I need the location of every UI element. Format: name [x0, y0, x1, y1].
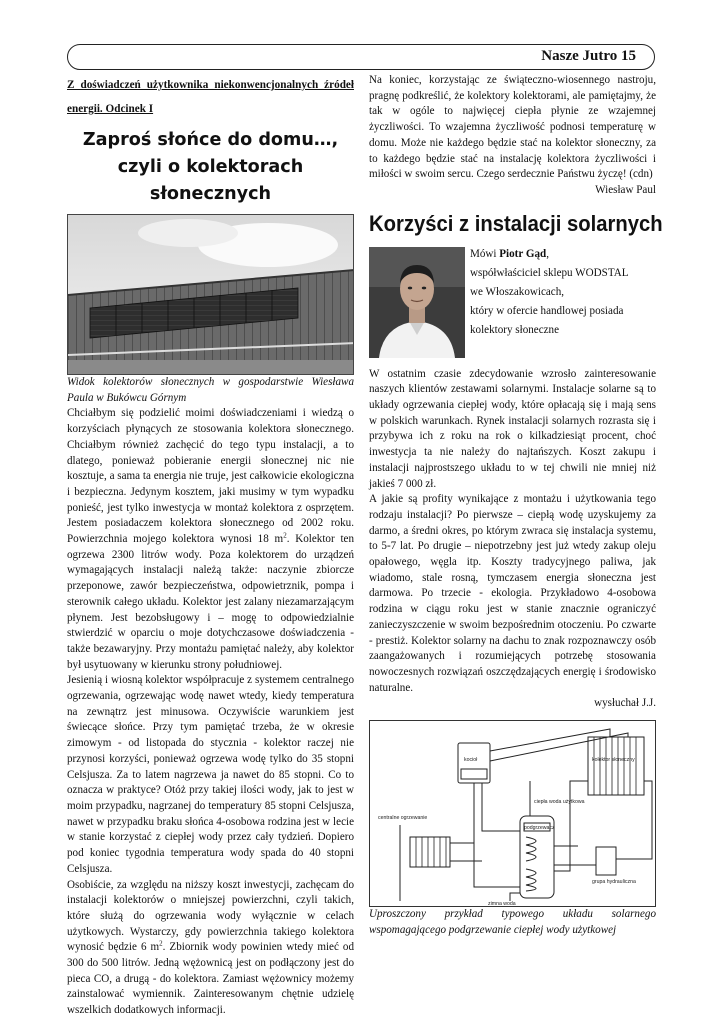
intro-line-1: Mówi Piotr Gąd, — [470, 247, 550, 260]
interview-title: Korzyści z instalacji solarnych — [369, 210, 663, 236]
interviewer-signature: wysłuchał J.J. — [594, 697, 656, 710]
label-kociol: kocioł — [464, 757, 478, 764]
label-podgrzewacz: podgrzewacz — [524, 825, 555, 832]
interviewee-intro — [470, 244, 629, 358]
interviewee-name: Piotr Gąd — [499, 247, 547, 260]
intro-line-4: który w ofercie handlowej posiada — [470, 304, 624, 317]
intro-line-2: współwłaściciel sklepu WODSTAL — [470, 266, 629, 279]
right-continuation: Na koniec, korzystając ze świąteczno-wiosennego nastroju, pragnę podkreślić, że kolektory kolektorami, ale pamiętajmy, że tak w ogóle to najwięcej ciepła płynie ze wzajemnej życzliwości. To wzajemna życzliwość podnosi temperaturę w domu. Może nie każdego będzie stać na kolektor słoneczny, za to każdego będzie stać na instalację kolektora życzliwości i miłości w swoim sercu. Czego serdecznie Państwu życzę! (cdn) — [369, 74, 656, 181]
solar-roof-photo — [67, 214, 354, 375]
left-paragraph-2: Jesienią i wiosną kolektor współpracuje z systemem centralnego ogrzewania, ogrzewając wodę nawet wtedy, kiedy temperatura na zewnątrz jest minusowa. Oczywiście warunkiem jest świecące słońce. Przy tym pamiętać trzeba, że w okresie zimowym - od listopada do stycznia - kolektor raczej nie przynosi korzyści, ponieważ ogrzewa wodę tylko do 35 stopni Celsjusza. Za to latem nagrzewa ja nawet do 85 stopni. Co to oznacza w praktyce? Otóż przy takiej ilości wody, jak to jest w moim przypadku, nagrzanej do temperatury 85 stopni Celsjusza, nawet w przypadku braku słońca 4-osobowa rodzina jest w lecie w stanie korzystać z ciepłej wody przez cały tydzień. Dopiero pod koniec tygodnia temperatura wody spada do 40 stopni Celsjusza. — [67, 674, 354, 875]
author-signature: Wiesław Paul — [595, 183, 656, 196]
interview-header — [369, 247, 656, 358]
interviewee-photo — [369, 247, 465, 358]
photo-caption: Widok kolektorów słonecznych w gospodarstwie Wiesława Paula w Bukówcu Górnym — [67, 376, 354, 404]
header-title: Nasze Jutro 15 — [541, 48, 636, 64]
label-grupa: grupa hydrauliczna — [592, 879, 636, 886]
label-ogrzewanie: centralne ogrzewanie — [378, 815, 428, 822]
left-paragraph-3: Osobiście, za względu na niższy koszt inwestycji, zachęcam do instalacji kolektorów o mniejszej powierzchni, czyli takich, które służą do ogrzewania wody wyłącznie w celach użytkowych. Wystarczy, gdy powierzchnia takiego kolektora wynosić będzie 6 $m^2$. Zbiornik wody powinien wtedy mieć od 300 do 500 litrów. Jedną wężownicą jest on podłączony jest do pieca CO, a drugą - do kolektora. Zamiast wężownicy możemy zainstalować wymiennik. Zainteresowanym chętnie udzielę wszelkich dodatkowych informacji. — [67, 878, 354, 1017]
left-column — [67, 73, 354, 1019]
solar-system-diagram — [369, 720, 656, 907]
intro-line-5: kolektory słoneczne — [470, 323, 560, 336]
intro-line-3: we Włoszakowicach, — [470, 285, 565, 298]
page-header — [67, 44, 655, 70]
interview-answer-1: W ostatnim czasie zdecydowanie wzrosło zainteresowanie naszych klientów zestawami solarnymi. Instalacje solarne są to układy ogrzewania ciepłej wody, które opłacają się i mają sens w polskich warunkach. Rynek instalacji solarnych rozrasta się i przybywa ich z roku na rok o kilkadziesiąt procent, choć inwestycja ta nie należy do najtańszych. Koszt zakupu i instalacji najprostszego układu to w tej chwili nie mniej niż jakieś 7 000 zł. — [369, 367, 656, 490]
diagram-caption: Uproszczony przykład typowego układu solarnego wspomagającego podgrzewanie ciepłej wody użytkowej — [369, 908, 656, 936]
interview-answer-2: A jakie są profity wynikające z montażu i użytkowania tego rodzaju instalacji? Po pierwsze – ciepłą wodę uzyskujemy za darmo, a średni okres, po którym zwraca się instalacja systemu, to 5-7 lat. Po drugie – niepotrzebny jest już wtedy zakup oleju opałowego, węgla itp. Koszty tradycyjnego paliwa, jak wiadomo, stale rosną, tymczasem energia słoneczna jest darmowa. Po trzecie - ekologia. Przykładowo 4-osobowa rodzina w ciągu roku jest w stanie znacznie ograniczyć zanieczyszczenie w swoim bezpośrednim otoczeniu. Po czwarte - prestiż. Kolektor solarny na dachu to znak rozpoznawczy osób zaangażowanych i rozumiejących potrzebę stosowania nowoczesnych rozwiązań oszczędzających energię i środowisko naturalne. — [369, 493, 656, 694]
left-paragraph-1: Chciałbym się podzielić moimi doświadczeniami i wiedzą o korzyściach płynących ze stosowania kolektora słonecznego. Chciałbym również zachęcić do tego typu instalacji, a to dlatego, ponieważ pobieranie energii słonecznej nic nie kosztuje, a sama ta energia nie truje, jest całkowicie ekologiczna i bezpieczna. Jedynym kosztem, jaki musimy w tym wypadku ponieść, jest tylko inwestycja w montaż kolektora z osprzętem. Jestem posiadaczem kolektora słonecznego od 2002 roku. Powierzchnia mojego kolektora wynosi 18 $m^2$. Kolektor ten ogrzewa 2300 litrów wody. Poza kolektorem do urządzeń wymagających instalacji należą także: naczynie zbiorcze przeponowe, zawór bezpieczeństwa, odpowietrznik, pompa i sterownik całego układu. Kolektor jest zalany niezamarzającym płynem. Jest bezobsługowy i – mogę to odpowiedzialnie stwierdzić w oparciu o moje dotychczasowe doświadczenia - także bezawaryjny. Przy montażu pamiętać należy, aby kolektor był usytuowany w kierunku strony południowej. — [67, 407, 354, 671]
right-column — [369, 73, 663, 939]
series-title: Z doświadczeń użytkownika niekonwencjonalnych źródeł energii. Odcinek I — [67, 79, 354, 115]
label-kolektor: kolektor słoneczny — [592, 757, 635, 764]
article-title: Zaproś słońce do domu…, czyli o kolektorach słonecznych — [82, 130, 339, 204]
label-ciepla-woda: ciepła woda użytkowa — [534, 799, 585, 806]
label-zimna-woda: zimna woda — [488, 901, 516, 908]
